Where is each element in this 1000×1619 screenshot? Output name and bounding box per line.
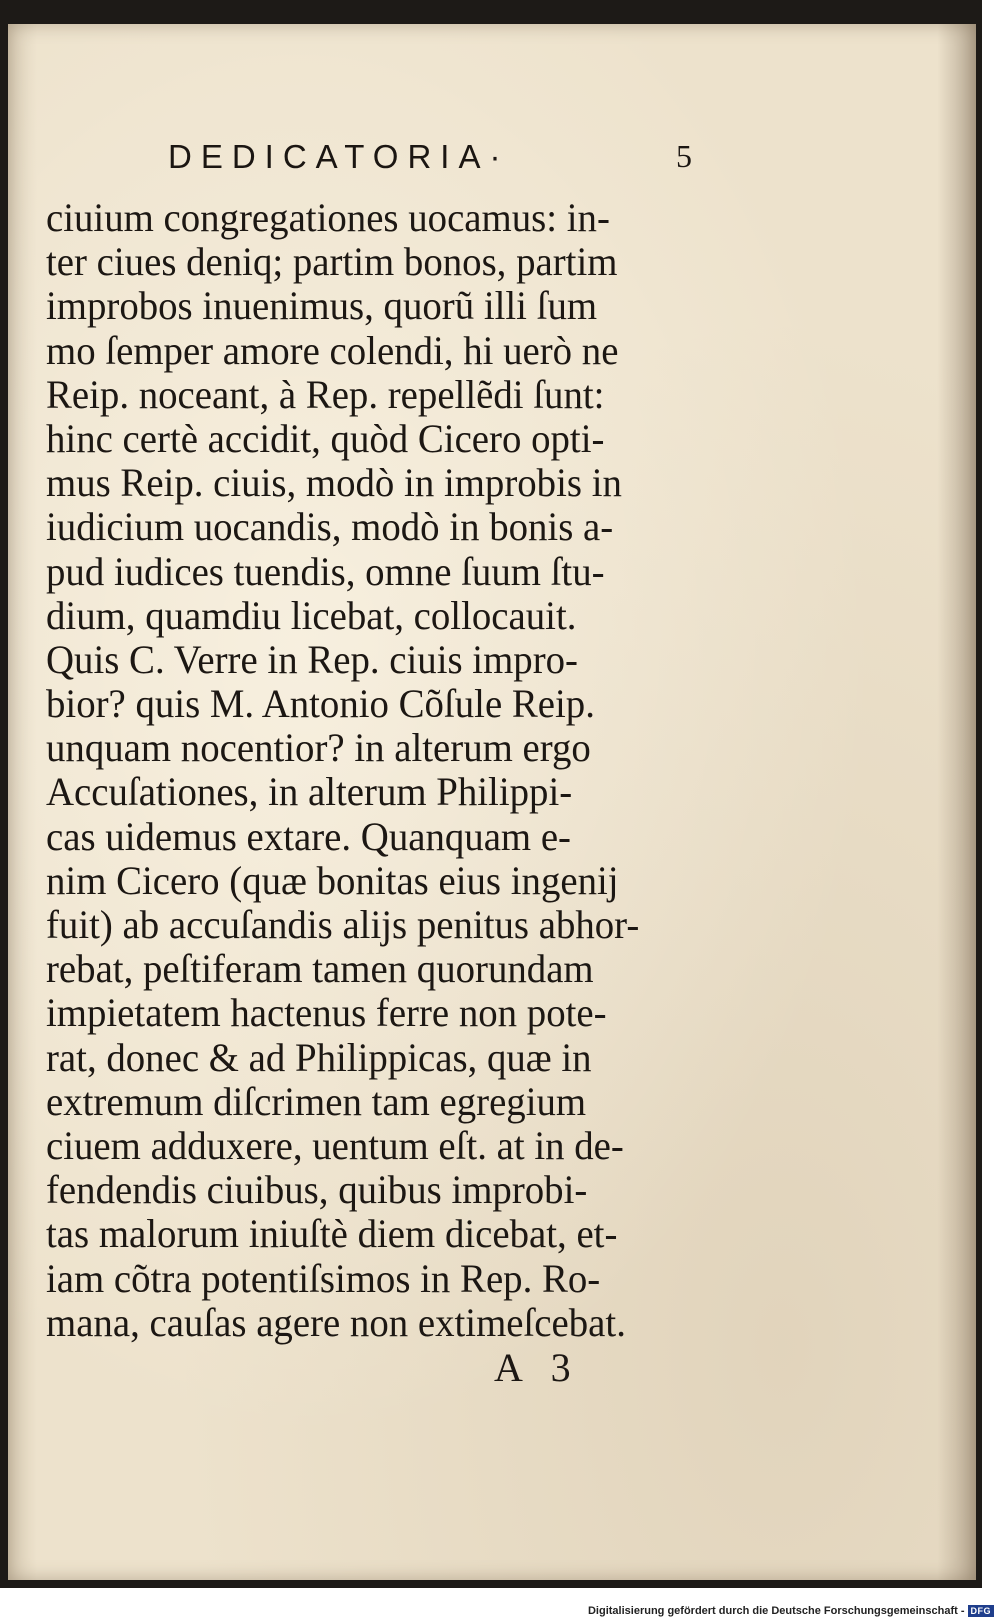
text-line: mana, cauſas agere non extimeſcebat. <box>46 1299 626 1345</box>
text-line: iudicium uocandis, modò in bonis a- <box>46 504 614 550</box>
text-line: nim Cicero (quæ bonitas eius ingenij <box>46 857 619 903</box>
page-number: 5 <box>676 138 692 174</box>
text-line: Reip. noceant, à Rep. repellẽdi ſunt: <box>46 371 605 417</box>
text-line: ter ciues deniq; partim bonos, partim <box>46 239 618 285</box>
text-line: unquam nocentior? in alterum ergo <box>46 725 591 771</box>
text-line: rat, donec & ad Philippicas, quæ in <box>46 1034 592 1080</box>
text-line: ciuium congregationes uocamus: in- <box>46 195 610 240</box>
text-line: improbos inuenimus, quorũ illi ſum <box>46 283 598 329</box>
credit-text: Digitalisierung gefördert durch die Deutsche Forschungsgemeinschaft - <box>587 1605 965 1617</box>
text-line: mo ſemper amore colendi, hi uerò ne <box>46 327 619 373</box>
text-line: tas malorum iniuſtè diem dicebat, et- <box>46 1211 618 1257</box>
text-line: fendendis ciuibus, quibus improbi- <box>46 1167 588 1213</box>
dfg-logo: DFG <box>968 1605 995 1617</box>
text-line: extremum diſcrimen tam egregium <box>46 1078 587 1124</box>
text-line: iam cõtra potentiſsimos in Rep. Ro- <box>46 1255 601 1301</box>
text-line: fuit) ab accuſandis alijs penitus abhor- <box>46 902 640 947</box>
text-line: Accuſationes, in alterum Philippi- <box>46 769 573 815</box>
signature-mark: A 3 <box>494 1345 571 1390</box>
text-line: impietatem hactenus ferre non pote- <box>46 990 607 1036</box>
text-line: dium, quamdiu licebat, collocauit. <box>46 592 577 638</box>
digitization-credit <box>588 1605 994 1617</box>
text-line: rebat, peſtiferam tamen quorundam <box>46 946 594 992</box>
text-line: hinc certè accidit, quòd Cicero opti- <box>46 415 605 461</box>
running-head <box>8 138 976 178</box>
text-line: pud iudices tuendis, omne ſuum ſtu- <box>46 548 605 594</box>
text-line: bior? quis M. Antonio Cõſule Reip. <box>46 681 595 727</box>
book-page <box>8 24 976 1580</box>
text-line: ciuem adduxere, uentum eſt. at in de- <box>46 1122 624 1168</box>
text-line: Quis C. Verre in Rep. ciuis impro- <box>46 636 578 682</box>
body-text <box>46 196 726 1345</box>
running-head-title: DEDICATORIA· <box>168 138 510 175</box>
text-line: cas uidemus extare. Quanquam e- <box>46 813 571 859</box>
text-line: mus Reip. ciuis, modò in improbis in <box>46 460 622 506</box>
